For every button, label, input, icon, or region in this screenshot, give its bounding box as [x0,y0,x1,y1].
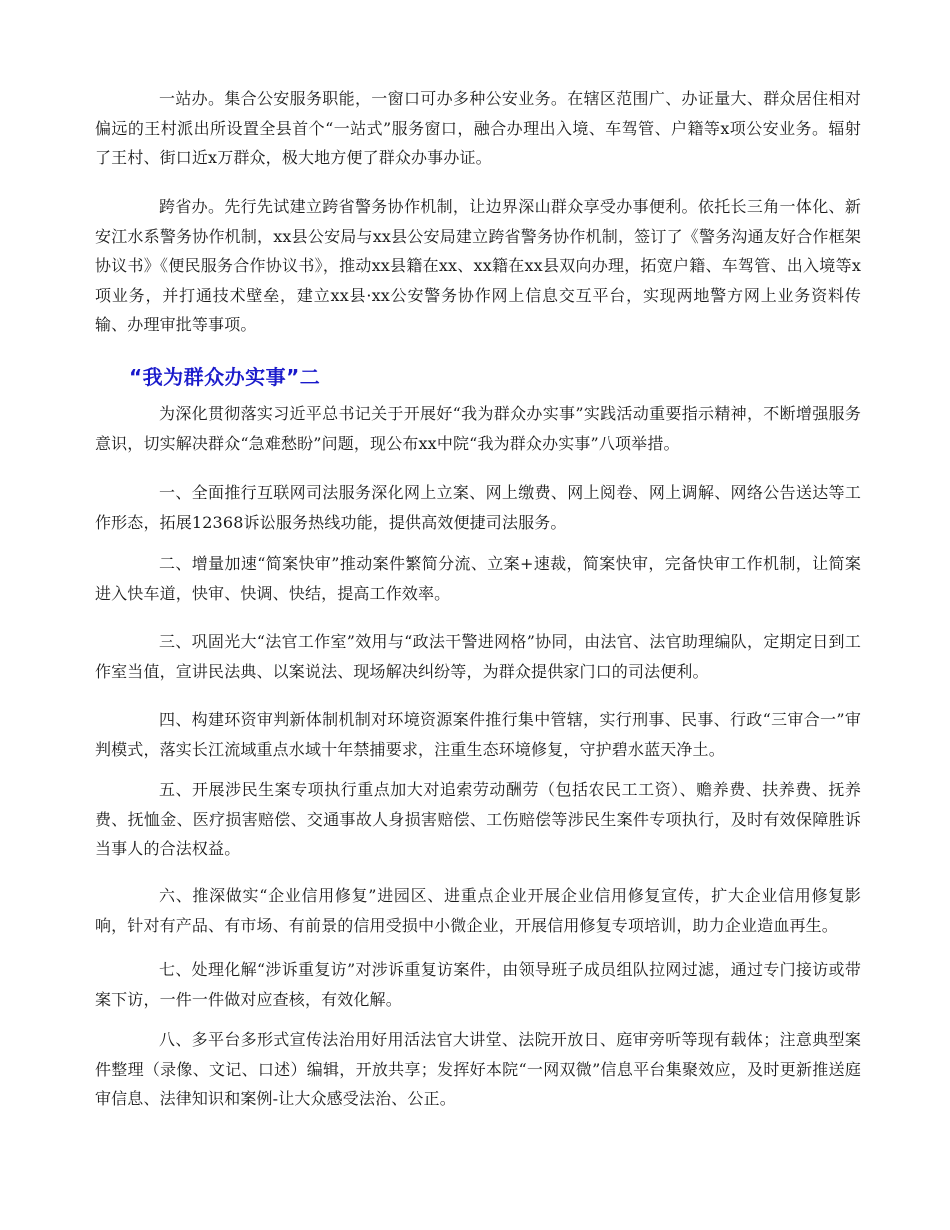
paragraph-cross-province-service: 跨省办。先行先试建立跨省警务协作机制，让边界深山群众享受办事便利。依托长三角一体化、新安江水系警务协作机制，xx县公安局与xx县公安局建立跨省警务协作机制，签订了《警务沟通友好合作框架协议书》《便民服务合作协议书》，推动xx县籍在xx、xx籍在xx县双向办理，拓宽户籍、车驾管、出入境等x项业务，并打通技术壁垒，建立xx县·xx公安警务协作网上信息交互平台，实现两地警方网上业务资料传输、办理审批等事项。 [95,197,861,334]
measure-item-2: 二、增量加速“简案快审”推动案件繁简分流、立案+速裁，简案快审，完备快审工作机制，让简案进入快车道，快审、快调、快结，提高工作效率。 [95,554,861,603]
measure-item-1: 一、全面推行互联网司法服务深化网上立案、网上缴费、网上阅卷、网上调解、网络公告送达等工作形态，拓展12368诉讼服务热线功能，提供高效便捷司法服务。 [95,483,861,532]
measure-item-4: 四、构建环资审判新体制机制对环境资源案件推行集中管辖，实行刑事、民事、行政“三审合一”审判模式，落实长江流域重点水域十年禁捕要求，注重生态环境修复，守护碧水蓝天净土。 [95,710,861,759]
measure-item-8: 八、多平台多形式宣传法治用好用活法官大讲堂、法院开放日、庭审旁听等现有载体；注意典型案件整理（录像、文记、口述）编辑，开放共享；发挥好本院“一网双微”信息平台集聚效应，及时更新推送庭审信息、法律知识和案例-让大众感受法治、公正。 [95,1030,861,1108]
measure-item-5: 五、开展涉民生案专项执行重点加大对追索劳动酬劳（包括农民工工资）、赡养费、扶养费、抚养费、抚恤金、医疗损害赔偿、交通事故人身损害赔偿、工伤赔偿等涉民生案件专项执行，及时有效保障胜诉当事人的合法权益。 [95,780,861,858]
measure-item-7: 七、处理化解“涉诉重复访”对涉诉重复访案件，由领导班子成员组队拉网过滤，通过专门接访或带案下访，一件一件做对应查核，有效化解。 [95,960,861,1009]
paragraph-section-intro: 为深化贯彻落实习近平总书记关于开展好“我为群众办实事”实践活动重要指示精神，不断增强服务意识，切实解决群众“急难愁盼”问题，现公布xx中院“我为群众办实事”八项举措。 [95,404,861,453]
section-heading: “我为群众办实事”二 [129,365,321,389]
paragraph-one-stop-service: 一站办。集合公安服务职能，一窗口可办多种公安业务。在辖区范围广、办证量大、群众居住相对偏远的王村派出所设置全县首个“一站式”服务窗口，融合办理出入境、车驾管、户籍等x项公安业务。辐射了王村、街口近x万群众，极大地方便了群众办事办证。 [95,89,861,167]
measure-item-3: 三、巩固光大“法官工作室”效用与“政法干警进网格”协同，由法官、法官助理编队，定期定日到工作室当值，宣讲民法典、以案说法、现场解决纠纷等，为群众提供家门口的司法便利。 [95,632,861,681]
measure-item-6: 六、推深做实“企业信用修复”进园区、进重点企业开展企业信用修复宣传，扩大企业信用修复影响，针对有产品、有市场、有前景的信用受损中小微企业，开展信用修复专项培训，助力企业造血再生。 [95,886,861,935]
